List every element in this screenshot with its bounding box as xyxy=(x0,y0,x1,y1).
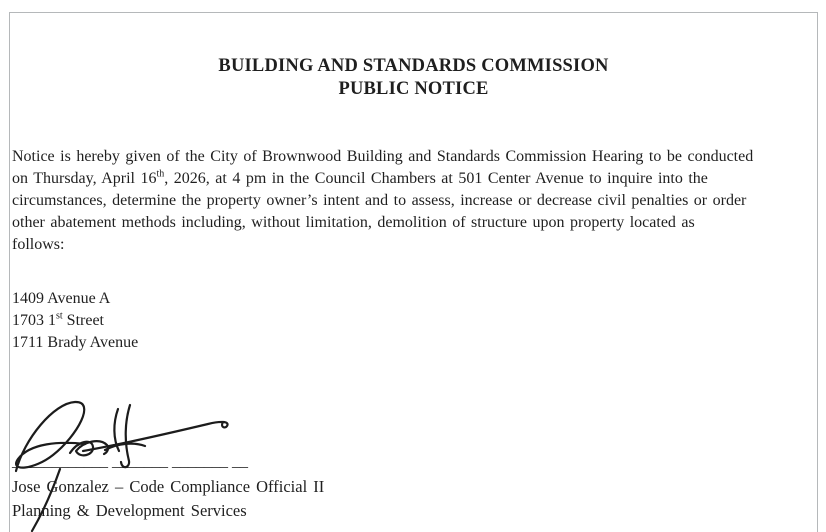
body-line xyxy=(12,190,815,212)
title-line-commission: BUILDING AND STANDARDS COMMISSION xyxy=(218,56,609,76)
body-line xyxy=(12,212,815,234)
body-line xyxy=(12,234,815,256)
body-line-text: on Thursday, April 16 xyxy=(12,170,157,187)
body-line-text: Notice is hereby given of the City of Brownwood Building and Standards Commission Hearing to be conducted xyxy=(12,148,754,165)
notice-body-paragraph xyxy=(10,146,817,256)
notice-page xyxy=(9,12,818,532)
property-address-list xyxy=(10,288,817,354)
document-title xyxy=(10,55,817,101)
property-address xyxy=(12,310,815,332)
title-line-public-notice: PUBLIC NOTICE xyxy=(338,79,489,99)
body-line-text: circumstances, determine the property owner’s intent and to assess, increase or decrease civil penalties or order xyxy=(12,192,747,209)
body-line xyxy=(12,168,815,190)
superscript-text: th xyxy=(156,168,165,180)
property-address xyxy=(12,288,815,310)
address-text: 1409 Avenue A xyxy=(12,290,111,307)
body-line-text: follows: xyxy=(12,236,65,253)
body-line-text: , 2026, at 4 pm in the Council Chambers at 501 Center Avenue to inquire into the xyxy=(164,170,708,187)
address-text: 1703 1 xyxy=(12,312,56,329)
property-address xyxy=(12,332,815,354)
address-text: 1711 Brady Avenue xyxy=(12,334,139,351)
body-line-text: other abatement methods including, without limitation, demolition of structure upon property located as xyxy=(12,214,695,231)
body-line xyxy=(12,146,815,168)
superscript-text: st xyxy=(56,310,63,322)
signature-stroke-flourish xyxy=(83,422,228,451)
signatory-department: Planning & Development Services xyxy=(12,501,247,520)
signature-stroke-crossbar xyxy=(105,444,145,450)
signatory-name: Jose Gonzalez – Code Compliance Official II xyxy=(12,477,325,496)
signature-line: ____________ _______ _______ __ xyxy=(12,453,248,470)
signature-stroke-letter xyxy=(114,409,119,451)
address-text: Street xyxy=(62,312,104,329)
